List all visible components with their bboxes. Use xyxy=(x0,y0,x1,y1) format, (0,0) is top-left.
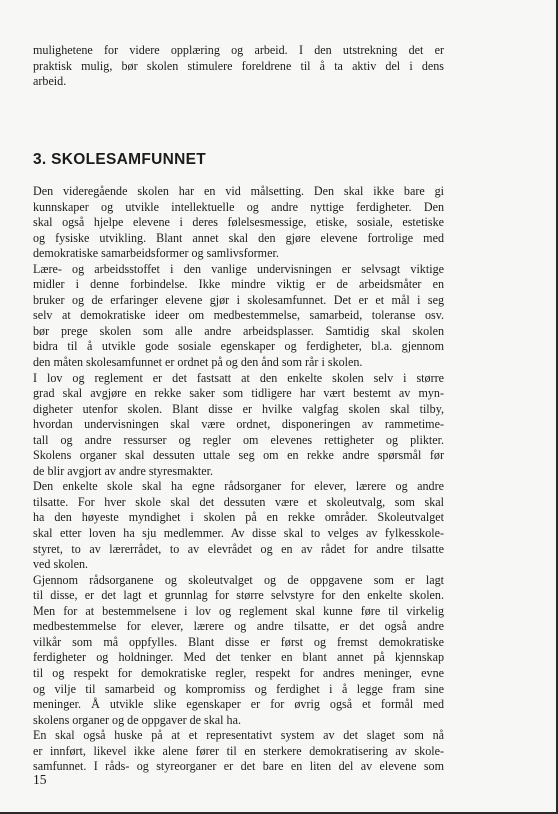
text-line: Den enkelte skole skal ha egne rådsorganer for elever, lærere og andre xyxy=(33,479,444,494)
text-line: bruker og de erfaringer elevene gjør i skolesamfunnet. Det er et mål i seg xyxy=(33,292,444,307)
text-line: medbestemmelse for elever, lærere og andre tilsatte, er det også andre xyxy=(33,619,444,634)
text-line: den måten skolesamfunnet er ordnet på og den ånd som rår i skolen. xyxy=(33,355,363,370)
text-line: praktisk mulig, bør skolen stimulere foreldrene til å ta aktiv del i dens xyxy=(33,58,444,73)
text-line: styret, to av lærerrådet, to av elevrådet og en av rådet for andre tilsatte xyxy=(33,541,444,556)
text-line: skal etter loven ha sju medlemmer. Av disse skal to velges av fylkesskole- xyxy=(33,526,444,541)
text-line: digheter utenfor skolen. Blant disse er hvilke valgfag skolen skal tilby, xyxy=(33,401,444,416)
text-line: kunnskaper og utvikle intellektuelle og andre nyttige ferdigheter. Den xyxy=(33,199,444,214)
text-line: og vilje til samarbeid og kompromiss og ferdighet i å legge fram sine xyxy=(33,681,444,696)
text-line: En skal også huske på at et representativt system av det slaget som nå xyxy=(33,728,444,743)
page-number: 15 xyxy=(33,772,47,787)
text-line: mulighetene for videre opplæring og arbeid. I den utstrekning det er xyxy=(33,43,444,57)
text-line: og fysiske utvikling. Blant annet skal den gjøre elevene fortrolige med xyxy=(33,230,444,245)
text-line: grad skal avgjøre en rekke saker som tidligere har vært bestemt av myn- xyxy=(33,386,444,401)
text-line: Lære- og arbeidsstoffet i den vanlige undervisningen er selvsagt viktige xyxy=(33,261,444,276)
text-line: arbeid. xyxy=(33,74,67,89)
text-line: de blir avgjort av andre styresmakter. xyxy=(33,463,214,478)
text-line: Men for at bestemmelsene i lov og reglement skal kunne føre til virkelig xyxy=(33,603,444,618)
text-line: selv at demokratiske ideer om medbestemmelse, samarbeid, toleranse osv. xyxy=(33,308,444,323)
intro-paragraph xyxy=(33,43,444,90)
text-line: Skolens organer skal dessuten uttale seg om en rekke andre spørsmål før xyxy=(33,448,444,463)
text-line: tall og andre ressurser og regler om elevenes rettigheter og plikter. xyxy=(33,432,444,447)
text-line: ferdigheter og holdninger. Med det tenker en blant annet på kjennskap xyxy=(33,650,444,665)
text-line: I lov og reglement er det fastsatt at den enkelte skolen selv i større xyxy=(33,370,444,385)
text-line: samfunnet. I råds- og styreorganer er det bare en liten del av elevene som xyxy=(33,759,444,774)
text-line: hvordan undervisningen skal være ordnet, disponeringen av rammetime- xyxy=(33,417,444,432)
text-line: vilkår som må oppfylles. Blant disse er først og fremst demokratiske xyxy=(33,634,444,649)
body-text xyxy=(33,184,444,775)
text-line: til og respekt for demokratiske regler, respekt for andres meninger, evne xyxy=(33,665,444,680)
section-heading: 3. SKOLESAMFUNNET xyxy=(33,151,207,168)
text-line: ha den høyeste myndighet i skolen på en rekke områder. Skoleutvalget xyxy=(33,510,444,525)
text-line: demokratiske samarbeidsformer og samlivsformer. xyxy=(33,246,279,261)
text-line: midler i denne forbindelse. Ikke mindre viktig er de arbeidsmåter en xyxy=(33,277,444,292)
text-line: meninger. Å utvikle slike egenskaper er for øvrig også et formål med xyxy=(33,697,444,712)
text-line: skal også hjelpe elevene i deres følelsesmessige, etiske, sosiale, estetiske xyxy=(33,215,444,230)
text-line: Gjennom rådsorganene og skoleutvalget og de oppgavene som er lagt xyxy=(33,572,444,587)
text-line: til disse, er det lagt et grunnlag for større selvstyre for den enkelte skolen. xyxy=(33,588,444,603)
text-line: skolens organer og de oppgaver de skal ha. xyxy=(33,712,241,727)
text-line: tilsatte. For hver skole skal det dessuten være et skoleutvalg, som skal xyxy=(33,494,444,509)
text-line: Den videregående skolen har en vid målsetting. Den skal ikke bare gi xyxy=(33,184,444,198)
text-line: ved skolen. xyxy=(33,557,89,572)
text-line: bidra til å utvikle gode sosiale egenskaper og ferdigheter, bl.a. gjennom xyxy=(33,339,444,354)
text-line: er innført, likevel ikke alene fører til en sterkere demokratisering av skole- xyxy=(33,743,444,758)
text-line: bør prege skolen som alle andre arbeidsplasser. Samtidig skal skolen xyxy=(33,323,444,338)
